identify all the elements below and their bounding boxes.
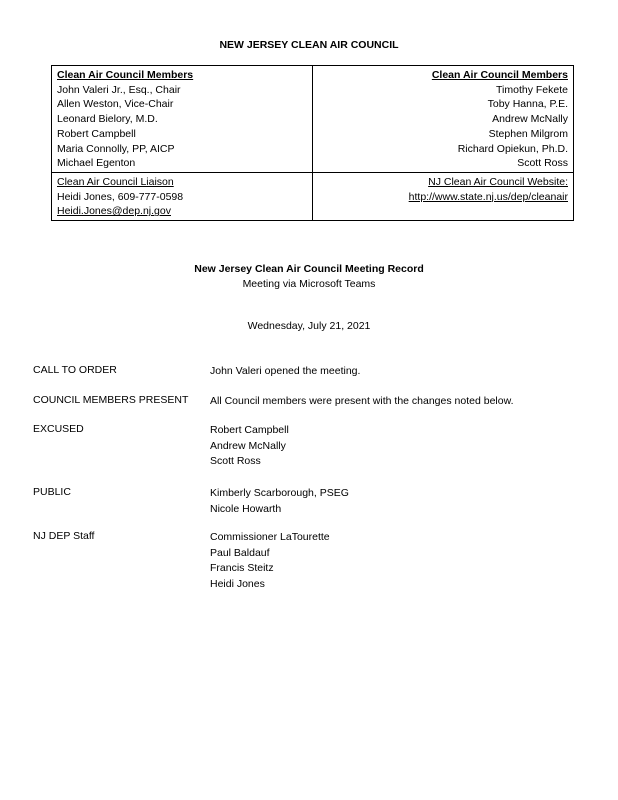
member-name: John Valeri Jr., Esq., Chair (57, 83, 181, 96)
member-name: Michael Egenton (57, 157, 136, 170)
liaison-email-link[interactable]: Heidi.Jones@dep.nj.gov (57, 205, 171, 218)
section-value: Paul Baldauf (210, 546, 270, 559)
section-values (210, 486, 349, 517)
member-name: Robert Campbell (57, 127, 136, 140)
section-value: Robert Campbell (210, 424, 289, 436)
section-label: CALL TO ORDER (33, 364, 117, 376)
record-date: Wednesday, July 21, 2021 (247, 320, 371, 332)
section-value: John Valeri opened the meeting. (210, 365, 361, 377)
section-value: Francis Steitz (210, 562, 274, 574)
record-subtitle: Meeting via Microsoft Teams (242, 278, 376, 290)
section-label: NJ DEP Staff (33, 530, 95, 542)
section-value: Heidi Jones (210, 577, 265, 590)
member-name: Andrew McNally (492, 113, 568, 126)
member-name: Allen Weston, Vice-Chair (57, 98, 174, 111)
section-value: Andrew McNally (210, 439, 286, 452)
member-name: Stephen Milgrom (488, 127, 568, 140)
section-values (210, 423, 289, 470)
council-members-table (51, 65, 574, 221)
section-values (210, 394, 514, 410)
member-name: Timothy Fekete (496, 83, 568, 96)
section-values (210, 530, 330, 592)
member-name: Toby Hanna, P.E. (487, 98, 568, 111)
liaison-label: Clean Air Council Liaison (57, 175, 174, 188)
liaison-contact: Heidi Jones, 609-777-0598 (57, 190, 184, 203)
members-right-cell (313, 66, 574, 173)
member-name: Maria Connolly, PP, AICP (57, 142, 175, 155)
website-cell (313, 172, 574, 220)
member-name: Leonard Bielory, M.D. (57, 113, 158, 126)
page-title: NEW JERSEY CLEAN AIR COUNCIL (219, 39, 399, 51)
section-value: Scott Ross (210, 455, 261, 467)
members-left-cell (52, 66, 313, 173)
record-title: New Jersey Clean Air Council Meeting Record (194, 263, 424, 275)
section-value: Kimberly Scarborough, PSEG (210, 487, 349, 499)
section-value: All Council members were present with the changes noted below. (210, 395, 514, 407)
section-value: Commissioner LaTourette (210, 531, 330, 543)
website-label: NJ Clean Air Council Website: (428, 175, 568, 188)
section-values (210, 364, 360, 380)
section-label: PUBLIC (33, 486, 71, 498)
member-name: Scott Ross (517, 157, 568, 170)
section-value: Nicole Howarth (210, 502, 282, 515)
website-link[interactable]: http://www.state.nj.us/dep/cleanair (408, 190, 568, 203)
members-left-header: Clean Air Council Members (57, 69, 194, 81)
members-right-header: Clean Air Council Members (431, 69, 568, 81)
member-name: Richard Opiekun, Ph.D. (457, 142, 568, 155)
section-label: EXCUSED (33, 423, 84, 435)
section-label: COUNCIL MEMBERS PRESENT (33, 394, 189, 406)
liaison-cell (52, 172, 313, 220)
